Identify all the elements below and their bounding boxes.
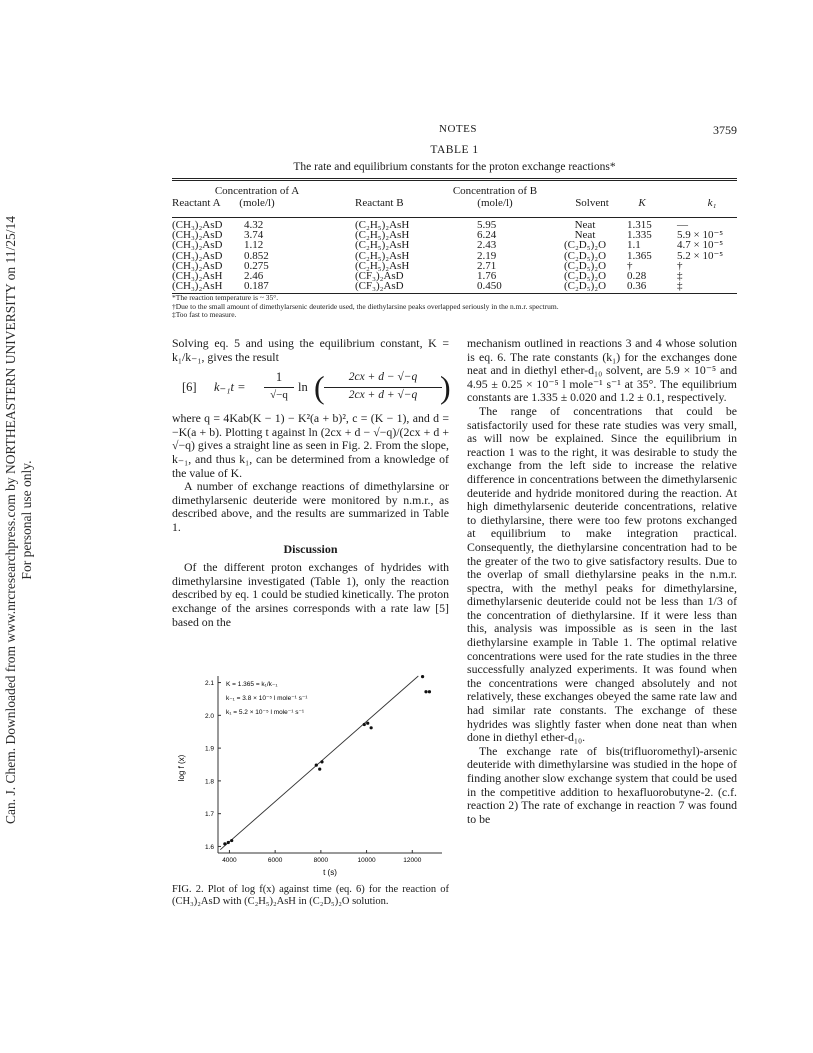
- cell-k1: ‡: [677, 280, 683, 293]
- data-point: [363, 723, 366, 726]
- header-conc-b-1: Concentration of B: [452, 185, 538, 197]
- cell-solvent: (C₂D₅)₂O: [563, 239, 607, 252]
- equation-left-paren: (: [314, 369, 325, 406]
- cell-b: (C₂H₅)₂AsH: [355, 229, 410, 242]
- left-paragraph-2: where q = 4Kab(K − 1) − K²(a + b)², c = (K − 1), and d = −K(a + b). Plotting t against ln (2cx + d − √−q)/(2cx + d + √−q) gives a straight line as seen in Fig. 2. From the slope, k₋₁, and thus k₁, can be determined from a knowledge of the value of K.: [172, 411, 449, 480]
- data-point: [223, 842, 226, 845]
- footnote-3: ‡Too fast to measure.: [172, 310, 237, 319]
- header-K: K: [638, 197, 646, 209]
- cell-cb: 1.76: [477, 269, 497, 282]
- cell-ca: 4.32: [244, 219, 264, 231]
- cell-K: 1.1: [627, 239, 641, 252]
- cell-cb: 6.24: [477, 229, 497, 242]
- watermark-line-1: Can. J. Chem. Downloaded from www.nrcresearchpress.com by NORTHEASTERN UNIVERSITY on 11/25/14: [3, 215, 18, 825]
- equation-6: [172, 368, 449, 408]
- left-paragraph-1: Solving eq. 5 and using the equilibrium constant, K = k₁/k₋₁, gives the result: [172, 336, 449, 364]
- y-axis-label: log f (x): [177, 754, 186, 782]
- cell-ca: 2.46: [244, 269, 264, 282]
- y-tick-label: 1.6: [204, 843, 214, 851]
- cell-ca: 0.275: [244, 259, 269, 272]
- y-tick-label: 2.1: [204, 680, 214, 688]
- cell-k1: †: [677, 259, 683, 272]
- table-body: [172, 220, 737, 293]
- right-paragraph-2: The range of concentrations that could be satisfactorily used for these rate studies was very small, as will now be explained. Since the equilibrium in reaction 1 was to the right, it was desirable to study the exchange from the left side to increase the relative difference in concentrations between the dimethylarsenic deuteride and hydride monitored during the reaction. At high dimethylarsenic deuteride concentrations, relative to diethylarsine, there were too few protons exchanged at equilibrium to make integration practical. Consequently, the diethylarsine concentration had to be the greater of the two to give satisfactory results. Due to the overlap of small diethylarsine peaks in the n.m.r. spectra, with the methyl peaks for dimethylarsine, dimethylarsenic deuteride could not be less than 1/3 of the concentration of diethylarsine. If it were less than this, analysis was impossible as is seen in the last diethylarsine example in Table 1. The optimal relative concentrations were used for the rate studies in the three successfully analyzed experiments. It was found when the concentrations were changed absolutely and not relatively, these exchanges obeyed the same rate law and had similar rate constants. The exchange of these hydrides was slightly faster when done neat than when done in diethyl ether-d₁₀.: [467, 403, 737, 745]
- right-paragraph-3: The exchange rate of bis(trifluoromethyl)-arsenic deuteride with dimethylarsine was studied in the hope of finding another slow exchange system that could be used in the competitive addition to hexafluorobutyne-2. (c.f. reaction 2) The rate of exchange in reaction 7 was found to be: [467, 743, 737, 826]
- annotation-k-minus-1: k₋₁ = 3.8 × 10⁻⁵ l mole⁻¹ s⁻¹: [226, 695, 308, 702]
- equation-number: [6]: [182, 380, 197, 395]
- x-axis-label: t (s): [323, 868, 337, 877]
- cell-solvent: (C₂D₅)₂O: [563, 280, 607, 293]
- cell-cb: 5.95: [477, 219, 497, 231]
- left-column: [172, 337, 449, 629]
- equation-frac-num: 1: [275, 370, 283, 385]
- equation-right-paren: ): [440, 369, 451, 406]
- equation-inner-den: 2cx + d + √−q: [348, 389, 418, 402]
- cell-a: (CH₃)₂AsD: [172, 239, 223, 252]
- x-tick-label: 8000: [313, 857, 329, 864]
- cell-k1: 5.9 × 10⁻⁵: [677, 229, 724, 242]
- data-point: [227, 841, 230, 844]
- cell-cb: 2.43: [477, 239, 497, 252]
- cell-cb: 2.71: [477, 259, 497, 272]
- figure-2: [172, 670, 449, 880]
- cell-cb: 0.450: [477, 280, 502, 293]
- page-number: 3759: [713, 123, 737, 137]
- data-point: [230, 839, 233, 842]
- cell-K: 1.335: [627, 229, 652, 242]
- cell-K: 1.315: [627, 219, 652, 231]
- data-point: [320, 760, 323, 763]
- cell-a: (CH₃)₂AsD: [172, 259, 223, 272]
- y-tick-label: 1.8: [204, 778, 214, 786]
- data-point: [421, 675, 424, 678]
- cell-solvent: (C₂D₅)₂O: [563, 259, 607, 272]
- footnote-2: †Due to the small amount of dimethylarsenic deuteride used, the diethylarsine peaks overlapped seriously in the n.m.r. spectrum.: [172, 301, 559, 311]
- header-solvent: Solvent: [575, 197, 609, 209]
- annotation-K: K = 1.365 = k₁/k₋₁: [226, 681, 278, 688]
- data-point: [318, 767, 321, 770]
- cell-b: (C₂H₅)₂AsH: [355, 259, 410, 272]
- cell-b: (CF₃)₂AsD: [355, 269, 404, 282]
- header-reactant-b: Reactant B: [355, 197, 404, 209]
- left-paragraph-3: A number of exchange reactions of dimethylarsine or dimethylarsenic deuteride were monitored by n.m.r., as described above, and the results are summarized in Table 1.: [172, 479, 449, 534]
- header-reactant-a: Reactant A: [172, 197, 221, 209]
- cell-solvent: Neat: [574, 229, 596, 242]
- cell-solvent: Neat: [574, 219, 596, 231]
- figure-caption: FIG. 2. Plot of log f(x) against time (eq. 6) for the reaction of (CH₃)₂AsD with (C₂H₅)₂AsH in (C₂D₅)₂O solution.: [172, 884, 449, 907]
- download-watermark: [2, 150, 36, 890]
- cell-ca: 3.74: [244, 229, 264, 242]
- y-tick-label: 1.7: [204, 811, 214, 819]
- cell-k1: 4.7 × 10⁻⁵: [677, 239, 724, 252]
- watermark-line-2: For personal use only.: [19, 460, 34, 580]
- cell-ca: 0.852: [244, 249, 269, 262]
- rate-constants-table: [172, 178, 737, 294]
- cell-a: (CH₃)₂AsH: [172, 280, 223, 293]
- table-caption: The rate and equilibrium constants for the proton exchange reactions*: [293, 161, 616, 173]
- cell-a: (CH₃)₂AsD: [172, 249, 223, 262]
- annotation-k1: k₁ = 5.2 × 10⁻⁵ l mole⁻¹ s⁻¹: [226, 709, 305, 716]
- data-point: [366, 722, 369, 725]
- cell-a: (CH₃)₂AsD: [172, 229, 223, 242]
- table-header-rule: [172, 217, 737, 218]
- equation-frac-bar: [264, 387, 294, 388]
- left-paragraph-4: Of the different proton exchanges of hydrides with dimethylarsine investigated (Table 1), only the reaction described by eq. 1 could be studied kinetically. The proton exchange of the arsines corresponds with a rate law [5] based on the: [172, 560, 449, 629]
- equation-ln: ln: [298, 380, 308, 395]
- cell-k1: —: [677, 219, 688, 231]
- y-tick-label: 1.9: [204, 745, 214, 753]
- cell-K: 0.28: [627, 269, 647, 282]
- cell-K: †: [627, 259, 633, 272]
- table-title: TABLE 1: [430, 144, 479, 156]
- log-fx-plot: [172, 670, 449, 880]
- equation-frac-den: √−q: [270, 389, 288, 402]
- cell-b: (C₂H₅)₂AsH: [355, 249, 410, 262]
- header-conc-a-1: Concentration of A: [214, 185, 300, 197]
- data-point: [428, 690, 431, 693]
- header-k1: k₁: [707, 197, 717, 209]
- cell-ca: 1.12: [244, 239, 264, 252]
- equation-lhs: k₋₁t =: [214, 380, 246, 395]
- cell-K: 1.365: [627, 249, 652, 262]
- table-header: [172, 181, 737, 217]
- x-tick-label: 6000: [267, 857, 283, 864]
- x-tick-label: 10000: [357, 857, 376, 864]
- section-label: NOTES: [439, 123, 477, 135]
- data-point: [424, 690, 427, 693]
- footnote-1: *The reaction temperature is ~ 35°.: [172, 293, 279, 302]
- y-tick-label: 2.0: [204, 712, 214, 720]
- header-conc-b-2: (mole/l): [477, 197, 513, 209]
- header-conc-a-2: (mole/l): [239, 197, 275, 209]
- cell-K: 0.36: [627, 280, 647, 293]
- discussion-heading: Discussion: [283, 541, 338, 556]
- cell-b: (C₂H₅)₂AsH: [355, 219, 410, 231]
- cell-k1: 5.2 × 10⁻⁵: [677, 249, 724, 262]
- table-row: [172, 281, 737, 291]
- right-column: [467, 337, 737, 826]
- equation-inner-num: 2cx + d − √−q: [348, 371, 418, 384]
- data-point: [315, 764, 318, 767]
- cell-cb: 2.19: [477, 249, 497, 262]
- cell-a: (CH₃)₂AsH: [172, 269, 223, 282]
- cell-b: (CF₃)₂AsD: [355, 280, 404, 293]
- cell-solvent: (C₂D₅)₂O: [563, 269, 607, 282]
- x-tick-label: 4000: [222, 857, 237, 864]
- x-tick-label: 12000: [403, 857, 422, 864]
- right-paragraph-1: mechanism outlined in reactions 3 and 4 whose solution is eq. 6. The rate constants (k₁) for the exchanges done neat and in diethyl ether-d₁₀ solvent, are 5.9 × 10⁻⁵ and 4.95 ± 0.25 × 10⁻⁵ l mole⁻¹ s⁻¹ at 35°. The equilibrium constants are 1.335 ± 0.020 and 1.2 ± 0.1, respectively.: [467, 336, 737, 405]
- cell-k1: ‡: [677, 269, 683, 282]
- cell-ca: 0.187: [244, 280, 269, 293]
- data-point: [370, 726, 373, 729]
- cell-a: (CH₃)₂AsD: [172, 219, 223, 231]
- cell-b: (C₂H₅)₂AsH: [355, 239, 410, 252]
- cell-solvent: (C₂D₅)₂O: [563, 249, 607, 262]
- table-footnotes: [172, 294, 737, 320]
